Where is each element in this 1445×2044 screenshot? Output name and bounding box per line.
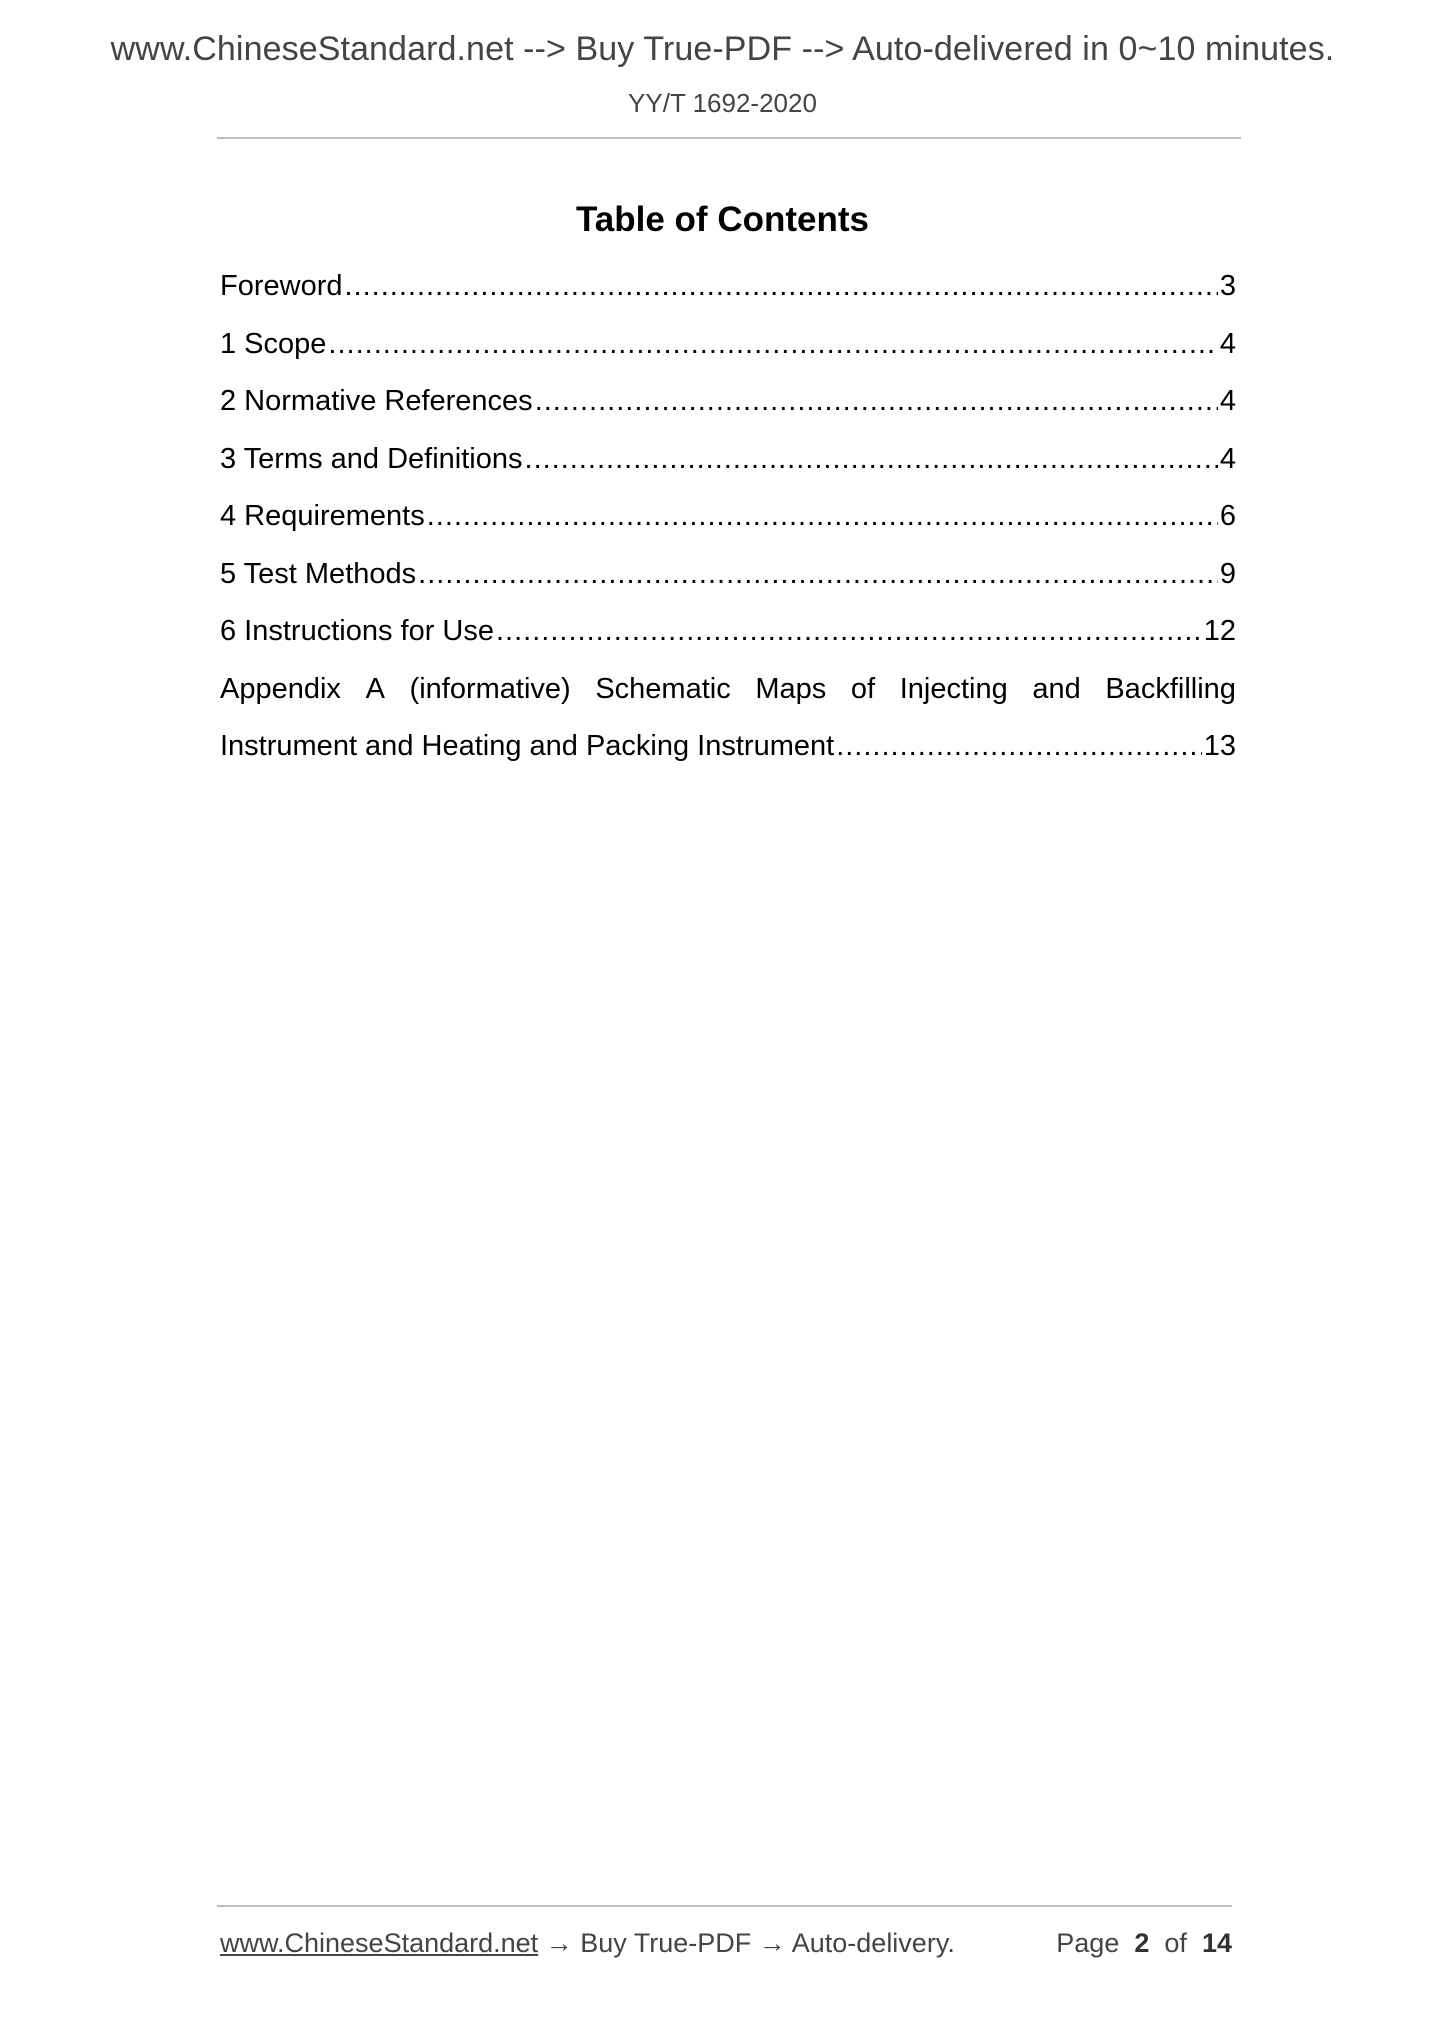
toc-entry-page: 4	[1219, 327, 1236, 360]
page-total: 14	[1201, 1928, 1232, 1958]
footer-site-link[interactable]: www.ChineseStandard.net	[220, 1928, 539, 1958]
toc-entry-page: 3	[1219, 270, 1236, 302]
toc-entry-appendix-a-line2[interactable]	[220, 730, 1236, 788]
toc-entry-label: Instrument and Heating and Packing Instrument	[220, 730, 835, 762]
dot-leader	[328, 328, 1217, 361]
appendix-word: of	[850, 672, 876, 705]
toc-entry-page: 6	[1219, 500, 1236, 532]
toc-entry-page: 9	[1219, 557, 1236, 590]
appendix-word: and	[1032, 672, 1081, 705]
page-number: 2	[1134, 1928, 1150, 1958]
toc-entry-normative-references[interactable]	[220, 385, 1236, 443]
toc-entry-label: 6 Instructions for Use	[220, 615, 494, 647]
top-banner: www.ChineseStandard.net --> Buy True-PDF --> Auto-delivered in 0~10 minutes.	[110, 30, 1335, 68]
appendix-word: Injecting	[899, 672, 1008, 705]
toc-entry-terms-and-definitions[interactable]	[220, 443, 1236, 501]
page-label: Page	[1056, 1928, 1120, 1958]
dot-leader	[836, 730, 1202, 763]
toc-entry-label: 3 Terms and Definitions	[220, 442, 523, 475]
dot-leader	[525, 443, 1218, 476]
footer-divider	[217, 1905, 1232, 1907]
table-of-contents	[220, 270, 1236, 788]
toc-entry-test-methods[interactable]	[220, 558, 1236, 616]
footer-promo	[220, 1928, 955, 1959]
appendix-word: Appendix	[220, 672, 341, 705]
toc-entry-label: 4 Requirements	[220, 500, 425, 532]
dot-leader	[496, 615, 1202, 648]
toc-entry-scope[interactable]	[220, 328, 1236, 386]
toc-entry-instructions-for-use[interactable]	[220, 615, 1236, 673]
toc-entry-label: Foreword	[220, 270, 343, 302]
page-indicator	[1056, 1928, 1232, 1959]
toc-entry-page: 4	[1219, 442, 1236, 475]
toc-entry-appendix-a-line1[interactable]	[220, 673, 1236, 731]
toc-entry-page: 13	[1203, 730, 1236, 762]
dot-leader	[345, 270, 1218, 303]
appendix-word: (informative)	[409, 672, 571, 705]
toc-title: Table of Contents	[576, 200, 869, 239]
toc-entry-foreword[interactable]	[220, 270, 1236, 328]
dot-leader	[535, 385, 1218, 418]
appendix-word: A	[365, 672, 385, 705]
toc-entry-label: 2 Normative References	[220, 385, 533, 417]
toc-entry-page: 4	[1219, 385, 1236, 417]
appendix-word: Maps	[755, 672, 827, 705]
of-label: of	[1164, 1928, 1187, 1958]
toc-entry-label: 5 Test Methods	[220, 557, 417, 590]
footer-tagline: → Buy True-PDF → Auto-delivery.	[538, 1928, 955, 1958]
document-code: YY/T 1692-2020	[628, 88, 817, 118]
dot-leader	[418, 558, 1218, 591]
header-divider	[217, 137, 1241, 139]
appendix-word: Schematic	[595, 672, 731, 705]
toc-entry-label: 1 Scope	[220, 327, 327, 360]
page-footer	[220, 1928, 1232, 1959]
toc-entry-requirements[interactable]	[220, 500, 1236, 558]
toc-entry-page: 12	[1203, 615, 1236, 647]
dot-leader	[427, 500, 1218, 533]
appendix-word: Backfilling	[1105, 672, 1236, 705]
